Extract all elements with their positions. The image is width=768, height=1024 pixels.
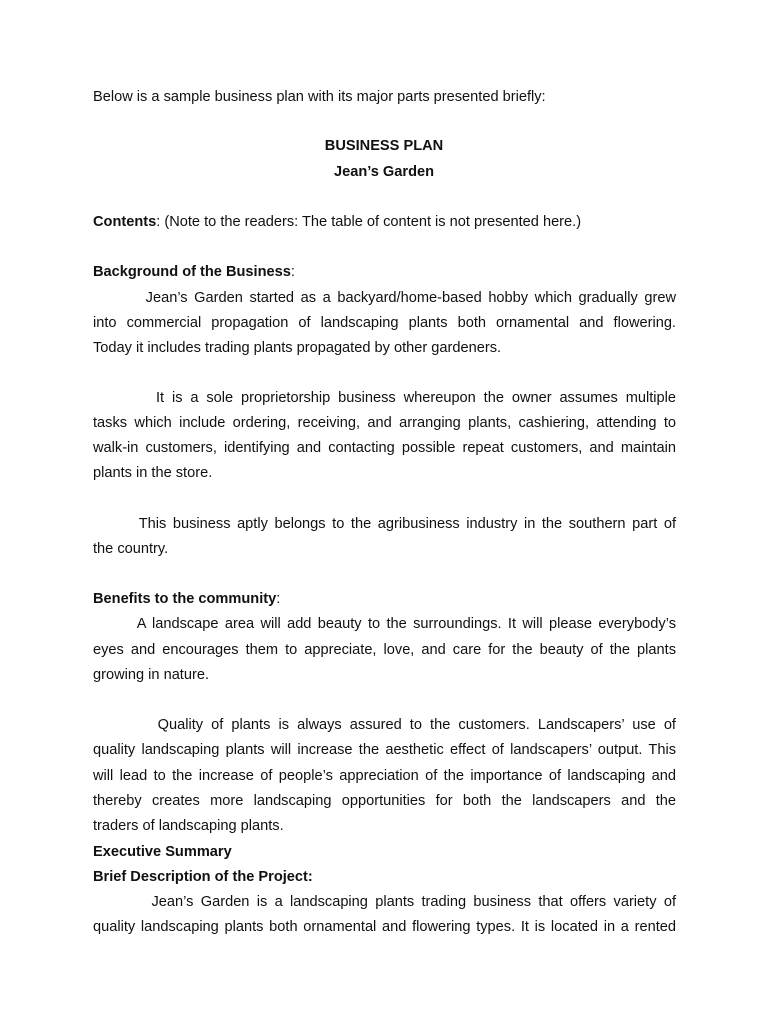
paragraph-line: Today it includes trading plants propagated by other gardeners. — [93, 340, 502, 356]
executive-summary-heading: Executive Summary — [93, 844, 232, 860]
paragraph-line: quality landscaping plants will increase the aesthetic effect of landscapers’ output. This — [93, 742, 676, 758]
paragraph-line: It is a sole proprietorship business whereupon the owner assumes multiple — [93, 390, 676, 406]
paragraph-line: walk-in customers, identifying and contacting possible repeat customers, and maintain — [93, 440, 676, 456]
contents-label: Contents — [93, 214, 157, 230]
project-description-heading: Brief Description of the Project: — [93, 869, 313, 885]
background-heading: Background of the Business — [93, 264, 291, 280]
paragraph-line: Jean’s Garden started as a backyard/home-based hobby which gradually grew — [93, 290, 676, 306]
benefits-heading-line — [93, 590, 280, 608]
intro-text: Below is a sample business plan with its major parts presented briefly: — [93, 89, 546, 105]
paragraph-line: A landscape area will add beauty to the surroundings. It will please everybody’s — [93, 616, 676, 632]
background-heading-colon: : — [290, 264, 295, 280]
paragraph-line: quality landscaping plants both ornamental and flowering types. It is located in a rented — [93, 919, 676, 935]
benefits-heading-colon: : — [276, 591, 281, 607]
paragraph-line: will lead to the increase of people’s appreciation of the importance of landscaping and — [93, 768, 676, 784]
paragraph-line: thereby creates more landscaping opportunities for both the landscapers and the — [93, 793, 676, 809]
paragraph-line: This business aptly belongs to the agribusiness industry in the southern part of — [93, 516, 676, 532]
background-heading-line — [93, 263, 295, 281]
document-title: BUSINESS PLAN — [324, 138, 444, 154]
paragraph-line: into commercial propagation of landscaping plants both ornamental and flowering. — [93, 315, 676, 331]
benefits-heading: Benefits to the community — [93, 591, 277, 607]
contents-note: : (Note to the readers: The table of content is not presented here.) — [156, 214, 582, 230]
paragraph-line: tasks which include ordering, receiving, and arranging plants, cashiering, attending to — [93, 415, 676, 431]
contents-line — [93, 213, 581, 231]
paragraph-line: the country. — [93, 541, 169, 557]
paragraph-line: Quality of plants is always assured to the customers. Landscapers’ use of — [93, 717, 676, 733]
paragraph-line: plants in the store. — [93, 465, 213, 481]
paragraph-line: traders of landscaping plants. — [93, 818, 284, 834]
document-subtitle: Jean’s Garden — [333, 164, 435, 180]
paragraph-line: Jean’s Garden is a landscaping plants trading business that offers variety of — [93, 894, 676, 910]
paragraph-line: eyes and encourages them to appreciate, love, and care for the beauty of the plants — [93, 642, 676, 658]
paragraph-line: growing in nature. — [93, 667, 210, 683]
